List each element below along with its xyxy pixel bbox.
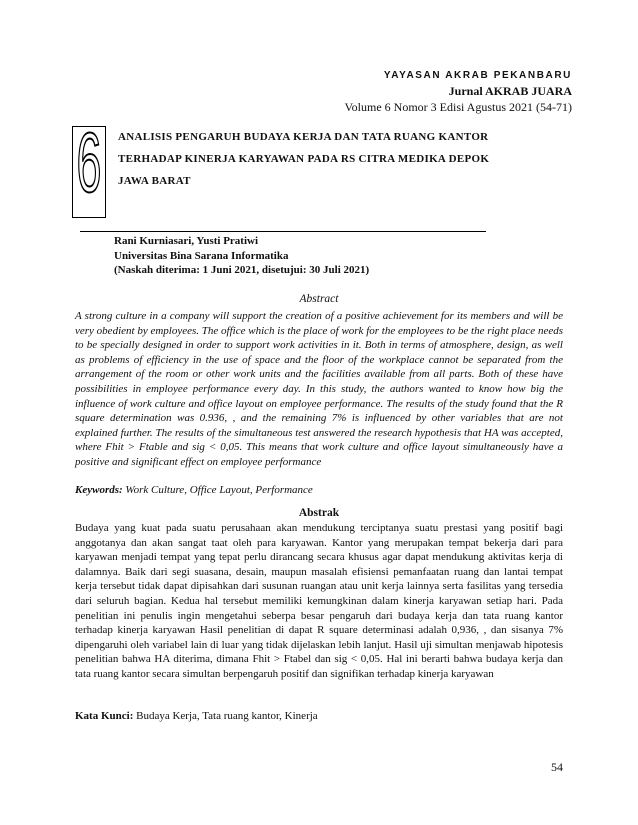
title-line: TERHADAP KINERJA KARYAWAN PADA RS CITRA MEDIKA DEPOK (118, 153, 490, 165)
abstract-body: A strong culture in a company will support the creation of a positive achievement for its members and will be very obedient by employees. The office which is the place of work for the employees to be the right place needs to be specially designed in order to support work activities in it. Both in terms of atmosphere, design, as well as problems of efficiency in the use of space and the floor of the workplace cannot be separated from the arrangement of the room or other work units and the facilities available from all parts. Both of these have possibilities in employee performance every day. In this study, the authors wanted to know how big the influence of work culture and office layout on employee performance. The results of the study found that the R square determination was 0.936, , and the remaining 7% is influenced by other variables that are not explained further. The results of the simultaneous test answered the research hypothesis that HA was accepted, where Fhit > Ftable and sig < 0,05. This means that work culture and office layout simultaneously have a positive and significant effect on employee performance (75, 310, 563, 468)
journal-name: Jurnal AKRAB JUARA (448, 84, 572, 98)
keywords (75, 484, 313, 496)
keywords-text: Work Culture, Office Layout, Performance (122, 484, 313, 496)
kata-kunci (75, 710, 318, 722)
submission-dates: (Naskah diterima: 1 Juni 2021, disetujui: 30 Juli 2021) (114, 264, 370, 276)
abstrak-body: Budaya yang kuat pada suatu perusahaan akan mendukung terciptanya suatu prestasi yang positif bagi anggotanya dan akan sangat taat oleh para karyawan. Kantor yang merupakan tempat bekerja dari para karyawan menjadi tempat yang tepat perlu dirancang secara khusus agar dapat mendukung aktivitas kerja di dalamnya. Baik dari segi suasana, desain, maupun masalah efisiensi pemanfaatan ruang dan lantai tempat kerja tersebut tidak dapat dipisahkan dari susunan ruangan atau unit kerja lainnya serta fasilitas yang tersedia dari seluruh bagian. Kedua hal tersebut memiliki kemungkinan dalam kinerja karyawan setiap hari. Pada penelitian ini penulis ingin mengetahui seberpa besar pengaruh dari budaya kerja dan tata ruang kantor terhadap kinerja karyawan Hasil penelitian di dapat R square determinasi adalah 0,936, , dan sisanya 7% dipengaruhi oleh variabel lain di luar yang tidak dijelaskan lebih lanjut. Hasil uji simultan menjawab hipotesis penelitian bahwa HA diterima, dimana Fhit > Ftabel dan sig < 0,05. Hal ini berarti bahwa budaya kerja dan tata ruang kantor secara simultan berpengaruh positif dan signifikan terhadap kinerja karyawan (75, 522, 563, 680)
title-divider (80, 231, 486, 232)
author-names: Rani Kurniasari, Yusti Pratiwi (114, 235, 259, 247)
kata-kunci-label: Kata Kunci: (75, 710, 134, 722)
article-number: 6 (76, 127, 102, 211)
kata-kunci-text: Budaya Kerja, Tata ruang kantor, Kinerja (133, 710, 318, 722)
article-title (118, 126, 578, 192)
journal-volume: Volume 6 Nomor 3 Edisi Agustus 2021 (54-71) (344, 100, 572, 114)
title-line: JAWA BARAT (118, 175, 191, 187)
keywords-label: Keywords: (75, 484, 123, 496)
author-block (114, 234, 369, 278)
abstrak-heading: Abstrak (298, 507, 340, 519)
abstract-heading: Abstract (299, 293, 339, 305)
article-number-box (72, 126, 106, 218)
title-line: ANALISIS PENGARUH BUDAYA KERJA DAN TATA RUANG KANTOR (118, 131, 489, 143)
page-number: 54 (551, 760, 563, 774)
author-affiliation: Universitas Bina Sarana Informatika (114, 249, 289, 262)
publisher-name: YAYASAN AKRAB PEKANBARU (383, 70, 572, 81)
